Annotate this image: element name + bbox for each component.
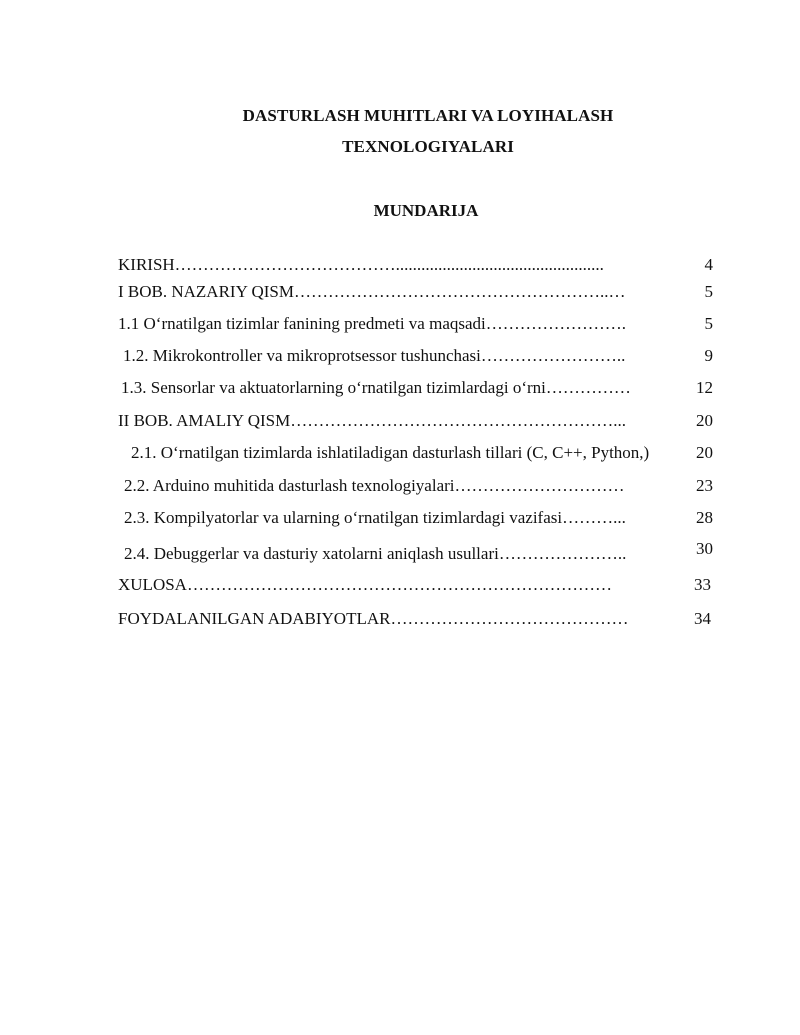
document-title-line-1: DASTURLASH MUHITLARI VA LOYIHALASH <box>242 106 614 125</box>
toc-entry-text: FOYDALANILGAN ADABIYOTLAR…………………………………… <box>118 609 629 628</box>
toc-entry <box>0 314 800 336</box>
toc-entry-page: 12 <box>696 378 713 397</box>
toc-entry <box>0 539 800 566</box>
toc-entry-page: 33 <box>694 575 711 594</box>
toc-entry <box>0 255 800 277</box>
toc-entry-text: 2.1. O‘rnatilgan tizimlarda ishlatiladigan dasturlash tillari (C, C++, Python,) <box>131 443 650 462</box>
toc-entry <box>0 282 800 304</box>
toc-entry <box>0 378 800 400</box>
toc-entry-page: 5 <box>704 282 713 301</box>
toc-entry-text: 2.4. Debuggerlar va dasturiy xatolarni aniqlash usullari………………….. <box>124 544 627 563</box>
toc-entry <box>0 508 800 530</box>
toc-entry-text: 1.1 O‘rnatilgan tizimlar fanining predmeti va maqsadi……………………. <box>118 314 626 333</box>
toc-entry-page: 30 <box>696 539 713 558</box>
toc-entry-text: 2.3. Kompilyatorlar va ularning o‘rnatilgan tizimlardagi vazifasi………... <box>124 508 626 527</box>
toc-entry-page: 28 <box>696 508 713 527</box>
toc-entry-text: XULOSA………………………………………………………………… <box>118 575 612 594</box>
toc-entry <box>0 443 800 465</box>
toc-entry <box>0 346 800 368</box>
toc-entry-text: 2.2. Arduino muhitida dasturlash texnologiyalari………………………… <box>124 476 625 495</box>
toc-entry-page: 5 <box>704 314 713 333</box>
toc-entry-page: 4 <box>704 255 713 274</box>
toc-entry <box>0 609 800 631</box>
toc-entry-text: 1.2. Mikrokontroller va mikroprotsessor tushunchasi…………………….. <box>123 346 626 365</box>
toc-entry-text: 1.3. Sensorlar va aktuatorlarning o‘rnatilgan tizimlardagi o‘rni…………… <box>121 378 631 397</box>
toc-entry <box>0 411 800 433</box>
toc-entry-page: 20 <box>696 443 713 462</box>
toc-entry-text: I BOB. NAZARIY QISM………………………………………………..… <box>118 282 626 301</box>
toc-entry-page: 20 <box>696 411 713 430</box>
toc-entry-page: 9 <box>704 346 713 365</box>
toc-heading: MUNDARIJA <box>373 201 479 220</box>
toc-entry-page: 23 <box>696 476 713 495</box>
toc-entry-text: KIRISH…………………………………................................................. <box>118 255 604 274</box>
document-title-line-2: TEXNOLOGIYALARI <box>342 137 514 156</box>
toc-entry-page: 34 <box>694 609 711 628</box>
toc-entry <box>0 476 800 498</box>
toc-entry-text: II BOB. AMALIY QISM…………………………………………………... <box>118 411 626 430</box>
toc-entry <box>0 575 800 597</box>
